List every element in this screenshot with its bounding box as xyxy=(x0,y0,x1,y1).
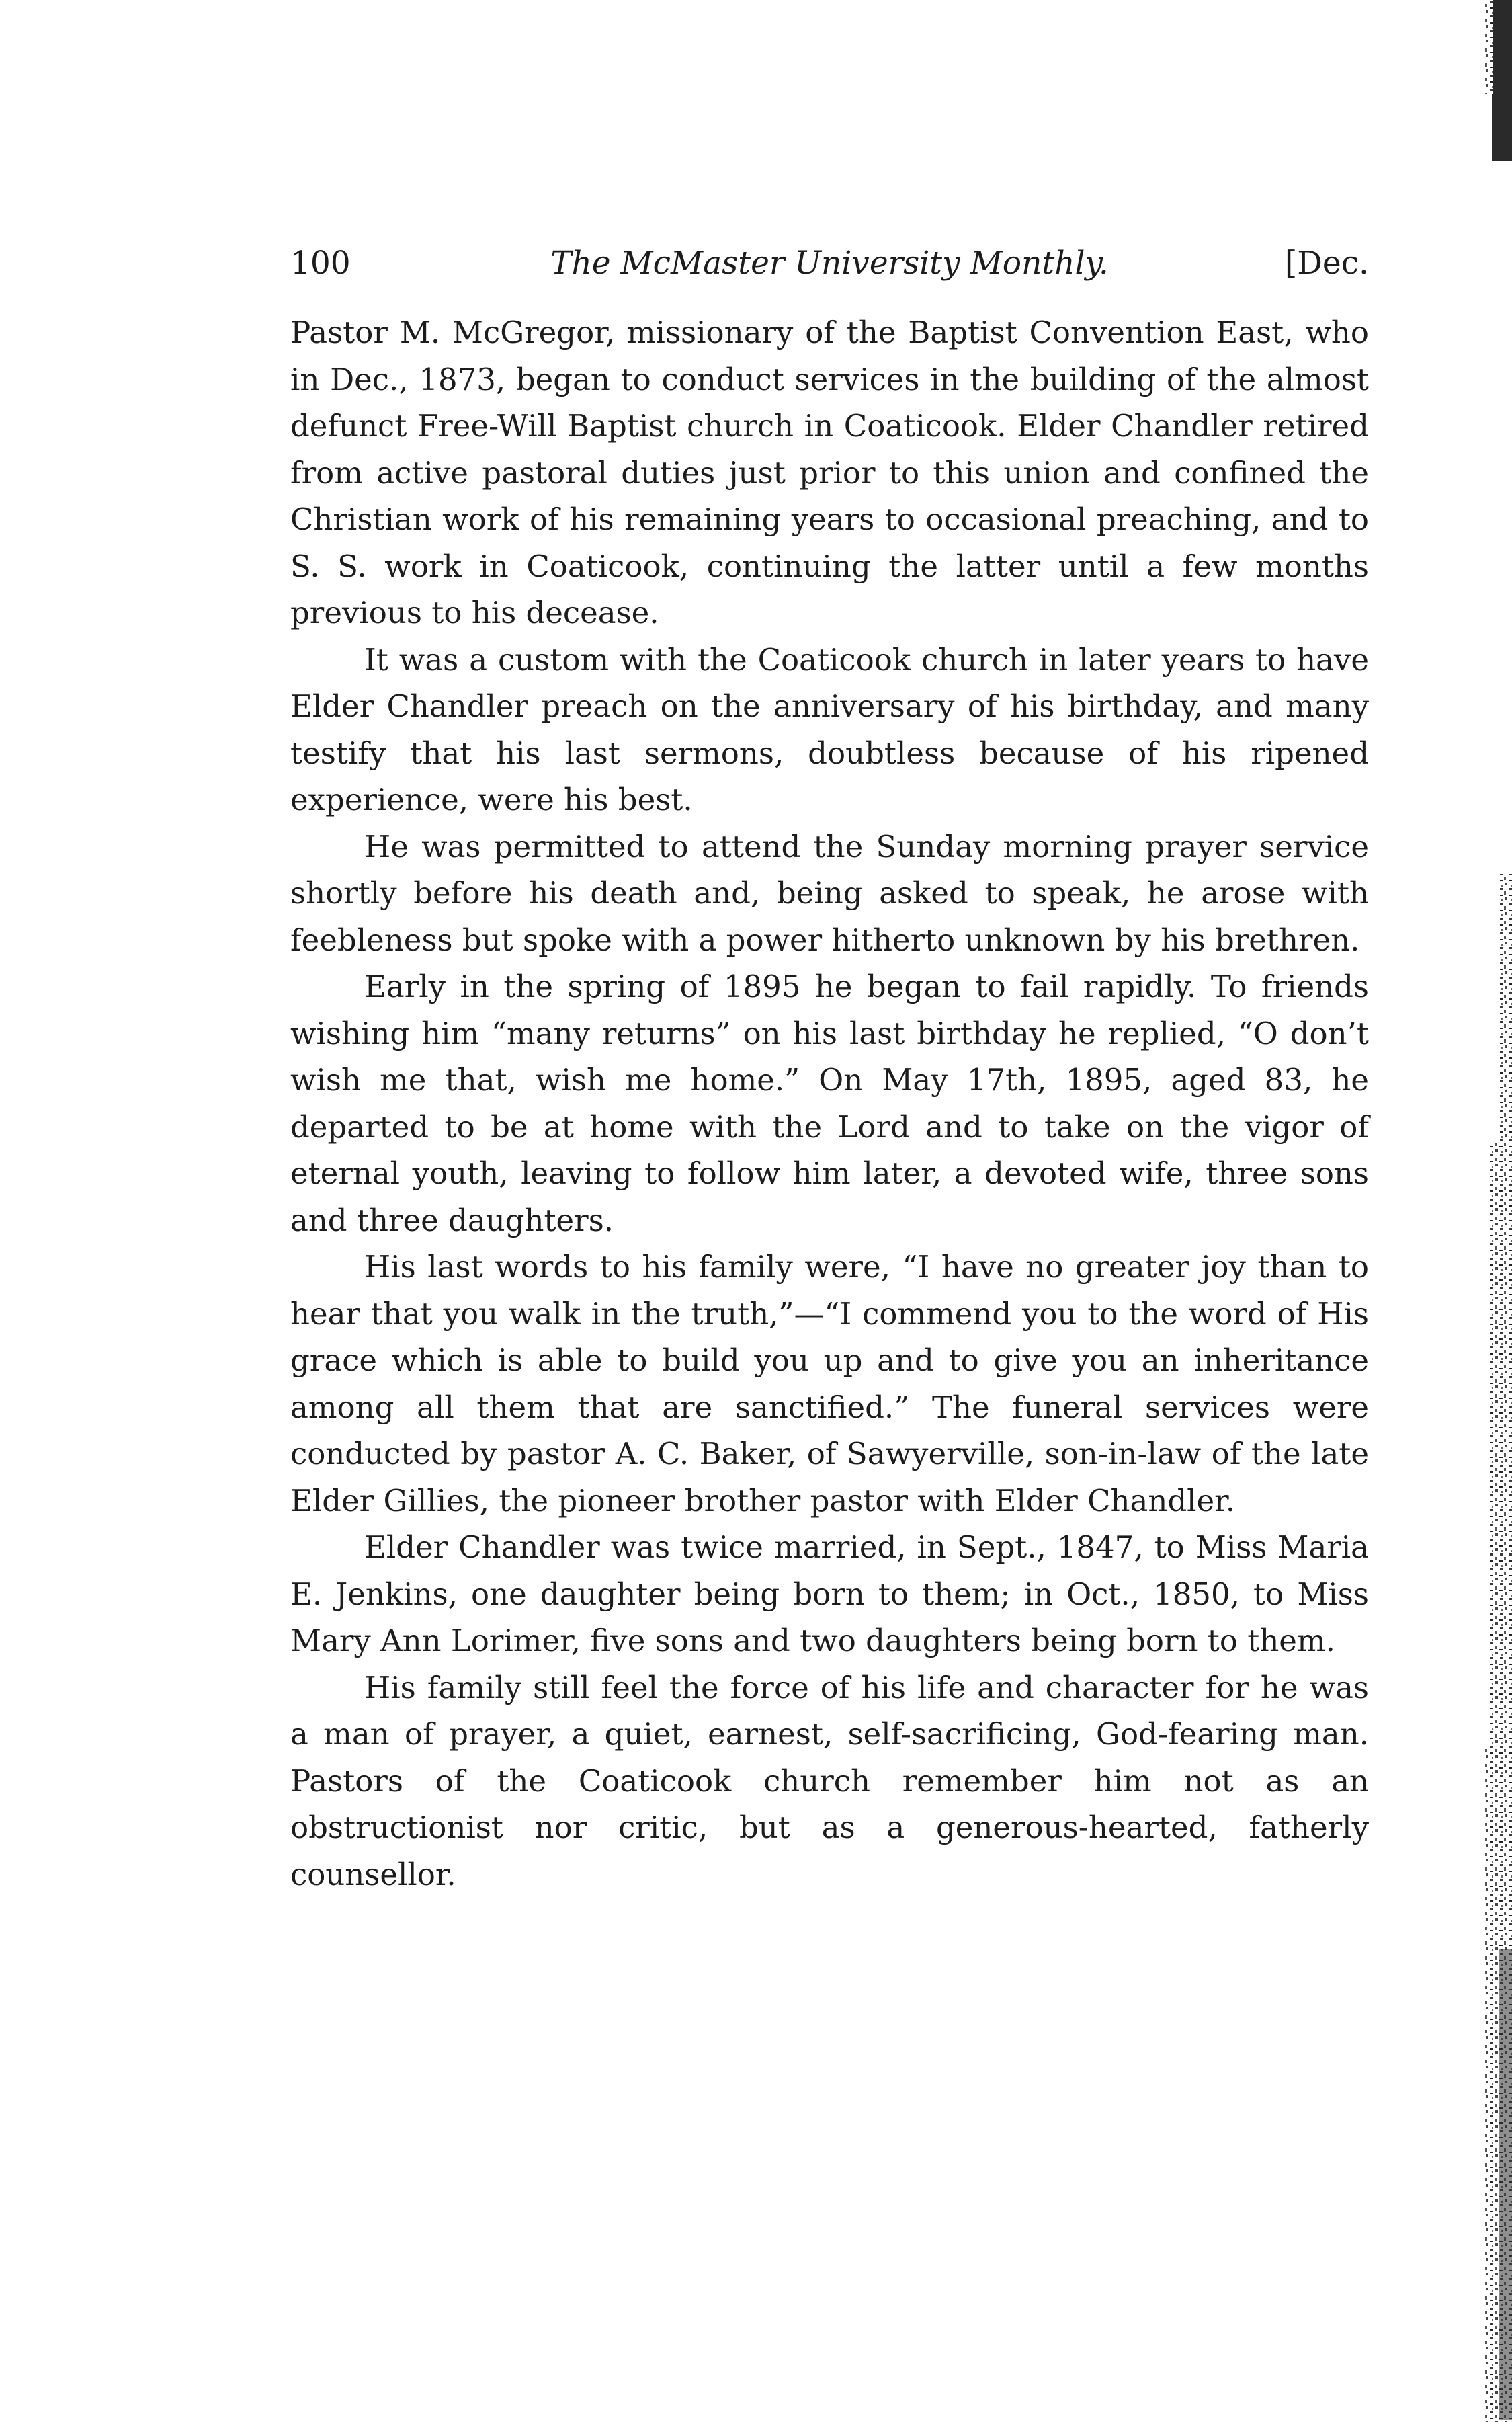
paragraph: It was a custom with the Coaticook church in later years to have Elder Chandler preach on the anniversary of his birthday, and many testify that his last sermons, doubtless because of his ripened experience, were his best. xyxy=(290,641,1369,817)
paragraph: His family still feel the force of his life and character for he was a man of prayer, a quiet, earnest, self-sacrificing, God-fearing man. Pastors of the Coaticook church remember him not as an obstructionist nor critic, but as a generous-hearted, fatherly counsellor. xyxy=(290,1669,1369,1892)
page-number: 100 xyxy=(290,245,351,282)
page-header xyxy=(290,237,1369,290)
article-body xyxy=(290,309,1369,1898)
paragraph: He was permitted to attend the Sunday morning prayer service shortly before his death and, being asked to speak, he arose with feebleness but spoke with a power hitherto unknown by his brethren. xyxy=(290,828,1369,958)
paragraph: Pastor M. McGregor, missionary of the Baptist Convention East, who in Dec., 1873, began to conduct services in the building of the almost defunct Free-Will Baptist church in Coaticook. Elder Chandler retired from active pastoral duties just prior to this union and confined the Christian work of his remaining years to occasional preaching, and to S. S. work in Coaticook, continuing the latter until a few months previous to his decease. xyxy=(290,315,1369,631)
paragraph: His last words to his family were, “I have no greater joy than to hear that you walk in the truth,”—“I commend you to the word of His grace which is able to build you up and to give you an inheritance among all them that are sanctified.” The funeral services were conducted by pastor A. C. Baker, of Sawyerville, son-in-law of the late Elder Gillies, the pioneer brother pastor with Elder Chandler. xyxy=(290,1249,1369,1519)
paragraph: Early in the spring of 1895 he began to fail rapidly. To friends wishing him “many returns” on his last birthday he replied, “O don’t wish me that, wish me home.” On May 17th, 1895, aged 83, he departed to be at home with the Lord and to take on the vigor of eternal youth, leaving to follow him later, a devoted wife, three sons and three daughters. xyxy=(290,969,1369,1238)
issue-date: [Dec. xyxy=(1284,245,1369,282)
paragraph: Elder Chandler was twice married, in Sept., 1847, to Miss Maria E. Jenkins, one daughter being born to them; in Oct., 1850, to Miss Mary Ann Lorimer, five sons and two daughters being born to them. xyxy=(290,1529,1369,1658)
scanned-page-edge xyxy=(1452,0,1512,2422)
running-title: The McMaster University Monthly. xyxy=(550,245,1109,282)
